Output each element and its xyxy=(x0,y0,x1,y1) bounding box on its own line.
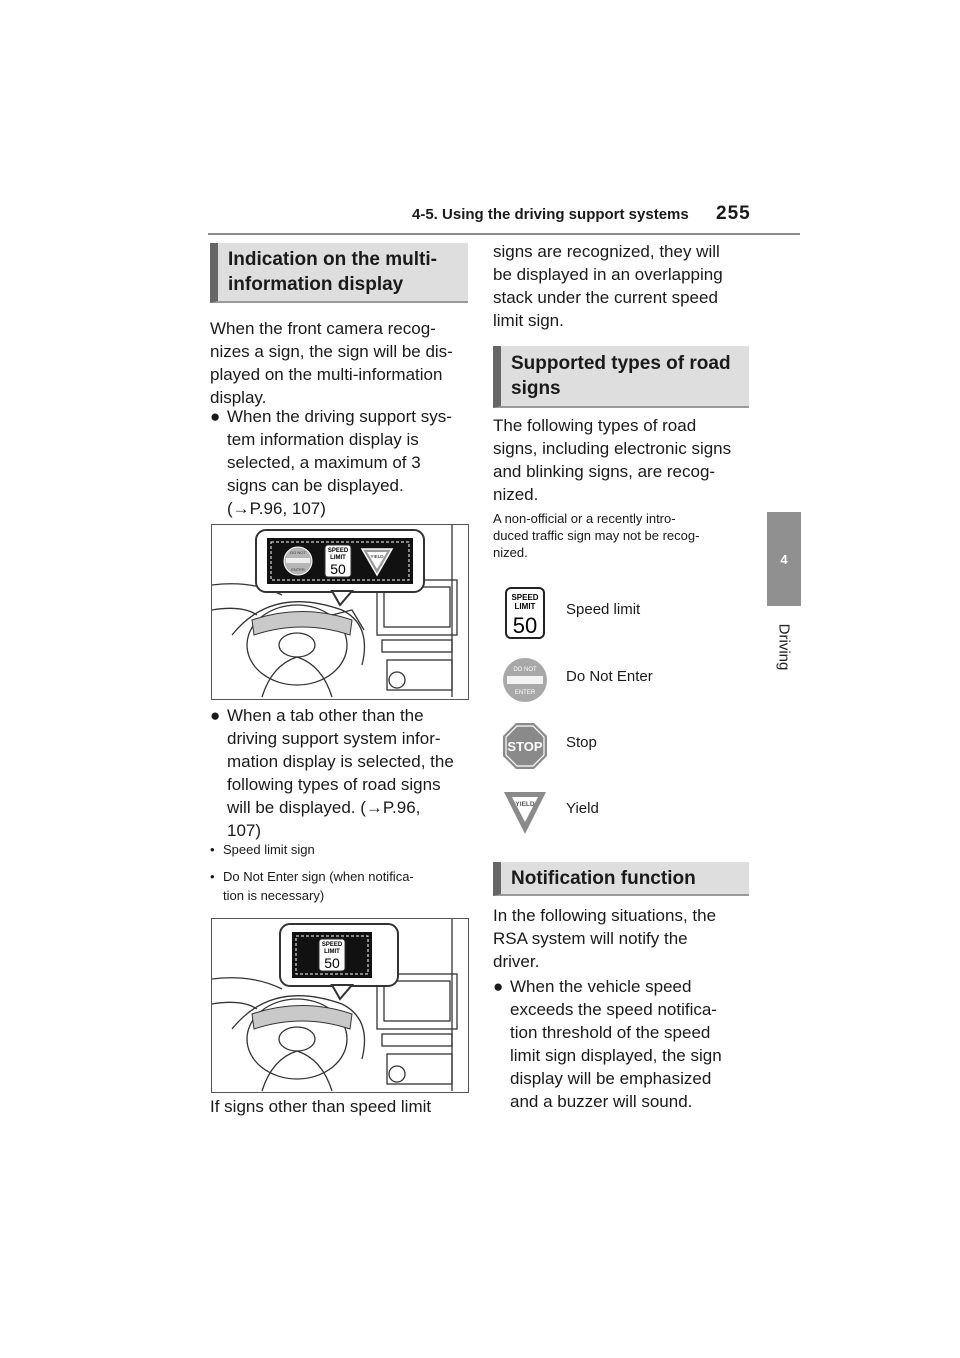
bullet-item: ● When a tab other than the driving support system infor- mation display is selected, the following types of road signs will be displayed. (→P.96, 107) xyxy=(210,706,454,840)
svg-text:STOP: STOP xyxy=(507,739,543,754)
speed-limit-sign-icon xyxy=(500,585,552,641)
dashboard-illustration-speed-sign xyxy=(211,918,469,1093)
types-intro-paragraph: The following types of road signs, including electronic signs and blinking signs, are recog- nized. xyxy=(493,416,732,504)
svg-text:ENTER: ENTER xyxy=(291,567,305,572)
header-rule xyxy=(208,233,800,235)
section-heading-notification: Notification function xyxy=(493,862,749,896)
svg-text:50: 50 xyxy=(330,561,346,577)
page-number: 255 xyxy=(716,203,751,224)
sign-type-row xyxy=(500,652,750,712)
section-title: 4-5. Using the driving support systems xyxy=(412,206,689,223)
section-heading-supported-signs: Supported types of road signs xyxy=(493,346,749,408)
svg-text:SPEED: SPEED xyxy=(327,548,349,554)
svg-text:SPEED: SPEED xyxy=(321,942,343,948)
chapter-tab[interactable] xyxy=(767,512,801,606)
sign-type-label: Stop xyxy=(566,734,597,751)
do-not-enter-sign-icon xyxy=(500,652,552,708)
trailing-paragraph: If signs other than speed limit xyxy=(210,1097,432,1116)
section-heading-indication: Indication on the multi- information display xyxy=(210,243,468,303)
svg-text:YIELD: YIELD xyxy=(370,554,384,559)
notify-intro-paragraph: In the following situations, the RSA system will notify the driver. xyxy=(493,906,717,971)
sign-type-label: Speed limit xyxy=(566,601,641,618)
bullet-item: ● When the driving support sys- tem information display is selected, a maximum of 3 signs can be displayed. (→P.96, 107) xyxy=(210,407,452,518)
svg-text:50: 50 xyxy=(324,955,340,971)
note-paragraph: A non-official or a recently intro- duced traffic sign may not be recog- nized. xyxy=(493,511,700,560)
sign-type-row xyxy=(500,784,750,844)
svg-text:DO NOT: DO NOT xyxy=(513,667,537,673)
svg-text:DO NOT: DO NOT xyxy=(290,550,306,555)
bullet-marker: ● xyxy=(210,407,221,426)
svg-text:50: 50 xyxy=(512,613,538,638)
sub-bullet-item: • Do Not Enter sign (when notifica- tion is necessary) xyxy=(210,869,414,903)
chapter-number: 4 xyxy=(780,551,788,567)
bullet-item: ● When the vehicle speed exceeds the speed notifica- tion threshold of the speed limit sign displayed, the sign display will be emphasized and a buzzer will sound. xyxy=(493,977,722,1111)
yield-sign-icon xyxy=(500,784,552,840)
chapter-label: Driving xyxy=(775,623,793,671)
svg-text:YIELD: YIELD xyxy=(515,801,535,808)
sign-type-label: Do Not Enter xyxy=(566,668,653,685)
svg-text:LIMIT: LIMIT xyxy=(324,949,340,955)
svg-text:SPEED: SPEED xyxy=(511,593,539,602)
sign-type-label: Yield xyxy=(566,800,599,817)
stop-sign-icon xyxy=(500,718,552,774)
bullet-marker: ● xyxy=(210,706,221,725)
dashboard-illustration-three-signs xyxy=(211,524,469,700)
sign-type-row xyxy=(500,718,750,778)
intro-paragraph: When the front camera recog- nizes a sign, the sign will be dis- played on the multi-information display. xyxy=(210,319,453,407)
continuation-paragraph: signs are recognized, they will be displayed in an overlapping stack under the current speed limit sign. xyxy=(493,242,723,330)
svg-text:LIMIT: LIMIT xyxy=(514,602,536,611)
svg-text:LIMIT: LIMIT xyxy=(330,555,346,561)
sub-bullet-item: • Speed limit sign xyxy=(210,842,315,857)
sign-type-row xyxy=(500,585,750,645)
svg-text:ENTER: ENTER xyxy=(514,690,536,696)
bullet-marker: ● xyxy=(493,977,504,996)
